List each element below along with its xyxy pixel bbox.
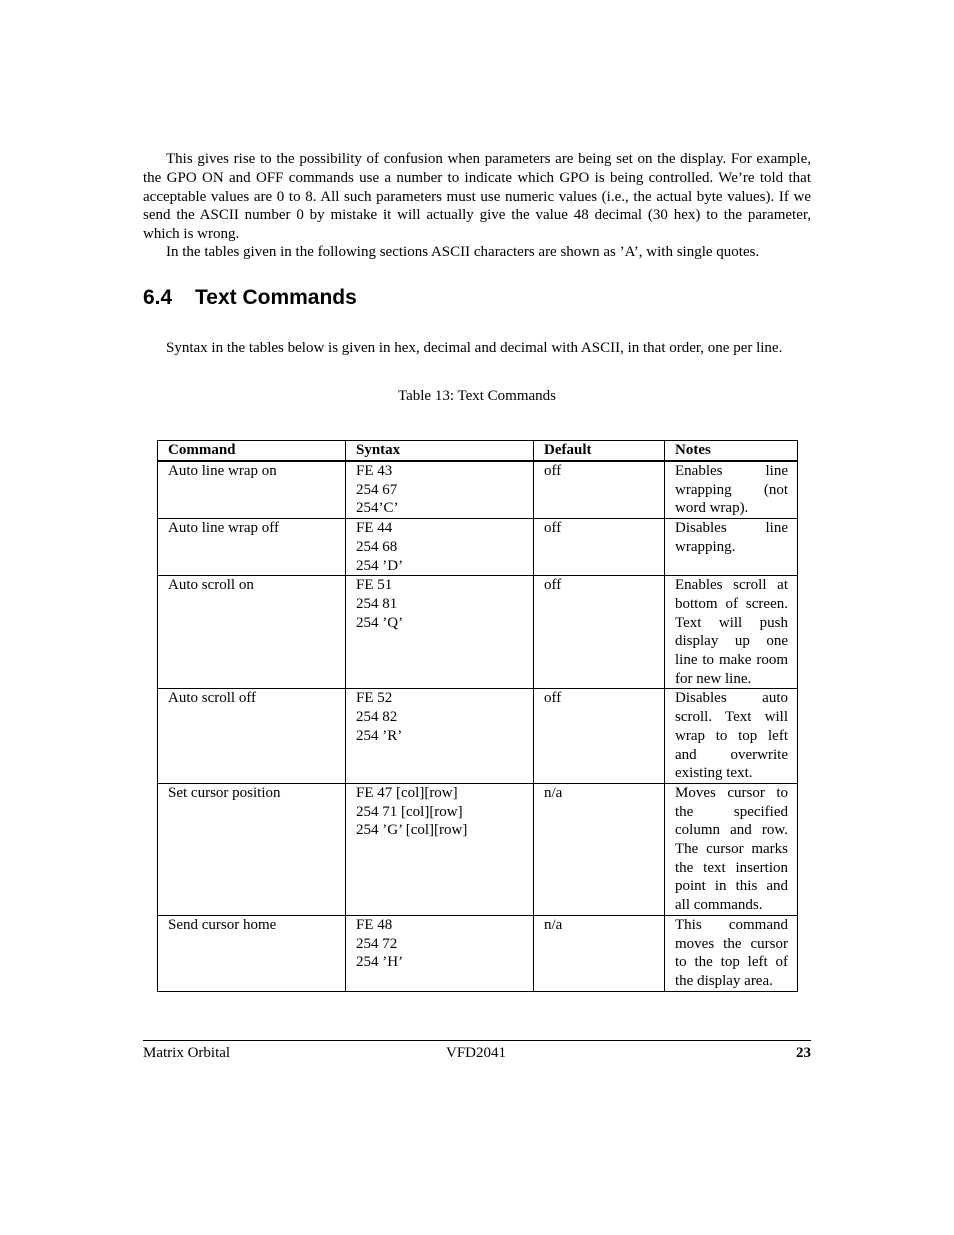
cell-syntax: [346, 461, 534, 519]
section-number: 6.4: [143, 286, 173, 309]
syntax-ascii: 254’C’: [356, 500, 399, 517]
footer-rule: [143, 1040, 811, 1041]
syntax-decimal: 254 82: [356, 709, 398, 726]
cell-default: off: [534, 519, 665, 576]
table-row: [158, 783, 798, 915]
cell-default: off: [534, 689, 665, 784]
section-title: Text Commands: [195, 286, 357, 309]
footer-model: VFD2041: [446, 1045, 507, 1061]
cell-default: n/a: [534, 783, 665, 915]
syntax-ascii: 254 ’Q’: [356, 614, 404, 631]
syntax-ascii: 254 ’D’: [356, 557, 404, 574]
header-notes: Notes: [665, 441, 798, 462]
section-lead-paragraph: Syntax in the tables below is given in hex, decimal and decimal with ASCII, in that order, one per line.: [166, 340, 783, 356]
cell-command: Set cursor position: [158, 783, 346, 915]
cell-command: Send cursor home: [158, 915, 346, 991]
header-command: Command: [158, 441, 346, 462]
syntax-decimal: 254 71 [col][row]: [356, 803, 463, 820]
page-number: 23: [796, 1045, 811, 1061]
cell-notes: Disables line wrapping.: [665, 519, 798, 576]
cell-syntax: [346, 915, 534, 991]
cell-notes: Moves cursor to the specified column and row. The cursor marks the text insertion point in this and all commands.: [665, 783, 798, 915]
table-row: [158, 519, 798, 576]
syntax-ascii: 254 ’R’: [356, 727, 403, 744]
syntax-decimal: 254 67: [356, 481, 398, 498]
syntax-decimal: 254 81: [356, 595, 398, 612]
cell-syntax: [346, 783, 534, 915]
table-header-row: [158, 441, 798, 462]
section-heading: [143, 284, 357, 312]
cell-default: n/a: [534, 915, 665, 991]
table-row: [158, 689, 798, 784]
syntax-hex: FE 44: [356, 520, 393, 537]
cell-notes: Enables line wrapping (not word wrap).: [665, 461, 798, 519]
syntax-decimal: 254 72: [356, 935, 398, 952]
syntax-hex: FE 51: [356, 577, 393, 594]
syntax-ascii: 254 ’G’ [col][row]: [356, 822, 468, 839]
syntax-hex: FE 52: [356, 690, 393, 707]
cell-notes: Disables auto scroll. Text will wrap to top left and overwrite existing text.: [665, 689, 798, 784]
table-row: [158, 576, 798, 689]
syntax-hex: FE 48: [356, 916, 393, 933]
cell-syntax: [346, 689, 534, 784]
table-row: [158, 461, 798, 519]
cell-default: off: [534, 576, 665, 689]
text-commands-table: [157, 440, 798, 992]
syntax-hex: FE 47 [col][row]: [356, 784, 458, 801]
syntax-hex: FE 43: [356, 463, 393, 479]
intro-paragraph-1: This gives rise to the possibility of confusion when parameters are being set on the display. For example, the GPO ON and OFF commands use a number to indicate which GPO is being controlled. We’re told that acceptable values are 0 to 8. All such parameters must use numeric values (i.e., the actual byte values). If we send the ASCII number 0 by mistake it will actually give the value 48 decimal (30 hex) to the parameter, which is wrong.: [143, 151, 811, 243]
cell-command: Auto scroll off: [158, 689, 346, 784]
footer-company: Matrix Orbital: [143, 1045, 231, 1061]
cell-notes: This command moves the cursor to the top left of the display area.: [665, 915, 798, 991]
syntax-decimal: 254 68: [356, 538, 398, 555]
header-default: Default: [534, 441, 665, 462]
cell-command: Auto scroll on: [158, 576, 346, 689]
cell-command: Auto line wrap off: [158, 519, 346, 576]
header-syntax: Syntax: [346, 441, 534, 462]
syntax-ascii: 254 ’H’: [356, 954, 404, 971]
cell-syntax: [346, 519, 534, 576]
table-caption: Table 13: Text Commands: [397, 388, 557, 404]
cell-syntax: [346, 576, 534, 689]
cell-notes: Enables scroll at bottom of screen. Text will push display up one line to make room for new line.: [665, 576, 798, 689]
cell-command: Auto line wrap on: [158, 461, 346, 519]
cell-default: off: [534, 461, 665, 519]
table-row: [158, 915, 798, 991]
intro-paragraph-2: In the tables given in the following sections ASCII characters are shown as ’A’, with single quotes.: [166, 244, 760, 260]
